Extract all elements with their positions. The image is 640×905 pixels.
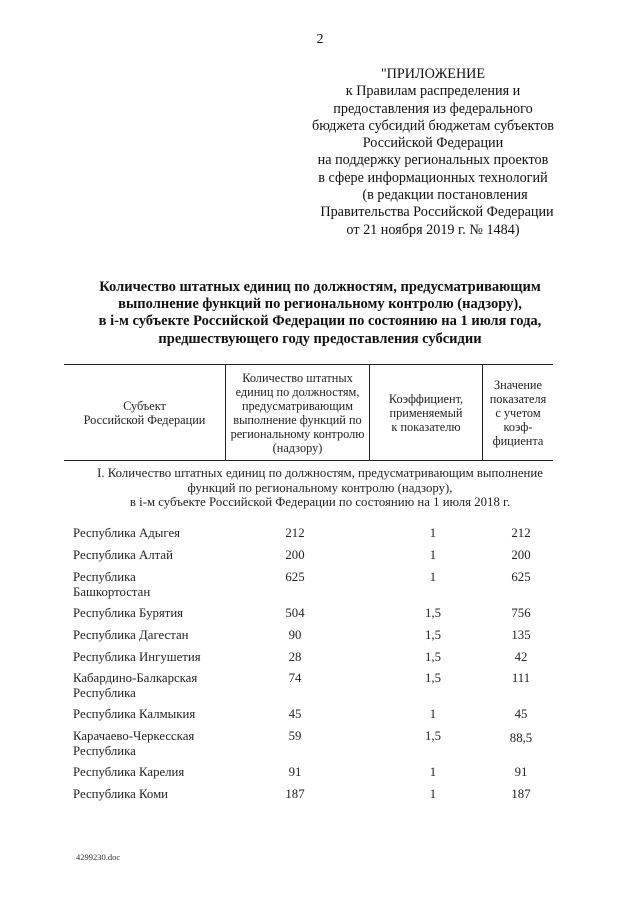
row-subject-line: Республика Коми [73,787,169,801]
header-value-line: показателя [489,391,547,406]
row-subject [73,628,233,643]
appendix-line: предоставления из федерального [333,100,533,117]
row-subject-line: Республика Адыгея [73,526,181,540]
row-value: 187 [511,787,531,801]
row-subject [73,570,233,599]
header-count [226,365,370,460]
row-count: 74 [288,671,302,685]
header-value [483,365,553,460]
row-subject-line: Республика [73,570,136,584]
row-subject [73,606,233,621]
header-count-line: выполнение функций по [233,412,362,427]
row-subject-line: Республика Алтай [73,548,173,562]
header-subject [64,365,226,460]
page-number: 2 [316,32,324,47]
row-count: 200 [285,548,305,562]
row-value: 111 [511,671,531,685]
row-subject [73,707,233,722]
header-count-line: Количество штатных [242,370,353,385]
header-value-line: коэф- [503,419,533,434]
row-coefficient: 1 [429,787,437,801]
section-caption [40,466,600,510]
row-subject [73,650,233,665]
row-subject [73,548,233,563]
appendix-line: "ПРИЛОЖЕНИЕ [380,66,486,82]
appendix-line: от 21 ноября 2019 г. № 1484) [346,221,520,238]
row-value: 625 [511,570,531,584]
row-count: 504 [285,606,305,620]
header-count-line: региональному контролю [230,426,365,441]
row-count: 187 [285,787,305,801]
title-line: выполнение функций по региональному контролю (надзору), [118,296,522,313]
appendix-line: Правительства Российской Федерации [320,204,554,221]
row-subject-line: Республика Дагестан [73,628,189,642]
row-subject-line: Республика Карелия [73,765,185,779]
appendix-line: (в редакции постановления [362,187,528,204]
row-value: 756 [511,606,531,620]
row-count: 625 [285,570,305,584]
row-coefficient: 1 [429,548,437,562]
row-subject [73,787,233,802]
header-coefficient-line: Коэффициент, [388,391,464,406]
row-subject-line: Республика [73,685,136,700]
row-value: 135 [511,628,531,642]
appendix-line: в сфере информационных технологий [318,169,548,186]
header-count-line: предусматривающим [241,398,354,413]
appendix-block [278,66,588,239]
row-count: 90 [288,628,302,642]
header-subject-line: Субъект [123,398,166,413]
header-count-line: единиц по должностям, [235,384,360,399]
row-subject [73,671,233,700]
row-count: 59 [288,729,302,743]
row-count: 212 [285,526,305,540]
title-line: Количество штатных единиц по должностям, предусматривающим [99,279,541,295]
title-line: предшествующего году предоставления субсидии [158,330,482,347]
section-caption-line: I. Количество штатных единиц по должностям, предусматривающим выполнение [97,466,543,480]
row-value: 42 [514,650,528,664]
row-subject-line: Республика Бурятия [73,606,184,620]
row-coefficient: 1 [429,526,437,540]
row-count: 28 [288,650,302,664]
row-count: 91 [288,765,302,779]
row-subject-line: Республика Калмыкия [73,707,196,721]
row-value: 91 [514,765,528,779]
table-header [64,364,553,461]
header-subject-line: Российской Федерации [83,412,206,427]
appendix-line: к Правилам распределения и [345,83,521,100]
row-coefficient: 1 [429,765,437,779]
row-subject-line: Кабардино-Балкарская [73,671,198,685]
header-coefficient [370,365,483,460]
header-coefficient-line: применяемый [389,405,463,420]
section-caption-line: в i-м субъекте Российской Федерации по состоянию на 1 июля 2018 г. [129,495,511,509]
section-caption-line: функций по региональному контролю (надзору), [187,480,453,495]
appendix-line: на поддержку региональных проектов [317,152,549,169]
title-line: в i-м субъекте Российской Федерации по состоянию на 1 июля года, [98,313,542,330]
row-value: 45 [514,707,528,721]
row-subject-line: Республика [73,743,136,758]
row-coefficient: 1,5 [425,650,441,664]
header-count-line: (надзору) [272,440,323,455]
row-subject-line: Башкортостан [73,584,151,599]
row-subject [73,765,233,780]
row-coefficient: 1,5 [425,671,441,685]
row-coefficient: 1,5 [425,606,441,620]
header-value-line: Значение [494,377,542,392]
header-coefficient-line: к показателю [391,419,461,434]
document-title [40,279,600,348]
row-count: 45 [288,707,302,721]
row-coefficient: 1 [429,570,437,584]
header-value-line: фициента [492,433,544,448]
appendix-line: Российской Федерации [362,135,504,152]
appendix-line: бюджета субсидий бюджетам субъектов [312,117,554,134]
row-value: 212 [511,526,531,540]
row-subject [73,526,233,541]
row-value: 88,5 [509,731,533,745]
row-subject-line: Карачаево-Черкесская [73,729,195,743]
header-value-line: с учетом [495,405,541,420]
row-subject [73,729,233,758]
row-coefficient: 1,5 [425,729,441,743]
row-coefficient: 1,5 [425,628,441,642]
row-coefficient: 1 [429,707,437,721]
row-value: 200 [511,548,531,562]
row-subject-line: Республика Ингушетия [73,650,201,664]
file-name-footer: 4299230.doc [76,852,121,862]
